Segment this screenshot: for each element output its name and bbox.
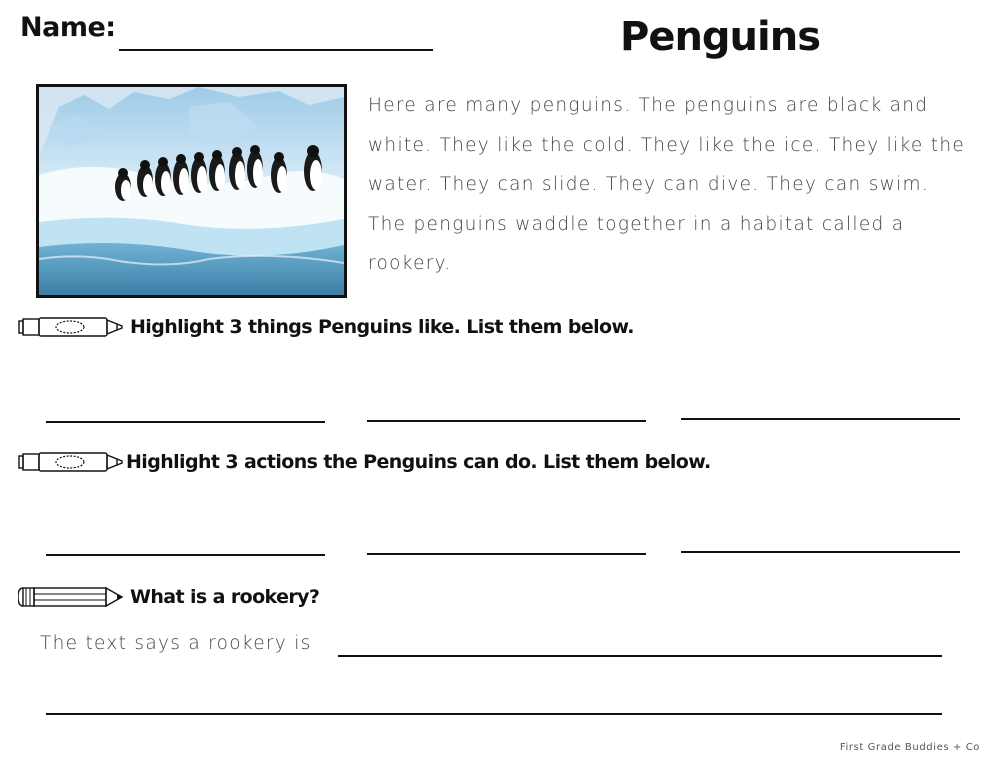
rookery-sentence-stem: The text says a rookery is: [40, 633, 312, 654]
pencil-icon: [18, 584, 124, 610]
answer-line-2b[interactable]: [367, 553, 646, 555]
answer-line-2a[interactable]: [46, 554, 325, 556]
page-title: Penguins: [620, 14, 821, 60]
answer-line-1a[interactable]: [46, 421, 325, 423]
highlighter-icon: [18, 449, 124, 475]
name-label: Name:: [20, 12, 116, 43]
name-input-line[interactable]: [119, 49, 433, 51]
question-3: [18, 584, 319, 610]
highlighter-icon: [18, 314, 124, 340]
reading-passage: Here are many penguins. The penguins are black and white. They like the cold. They like the ice. They like the water. They can slide. They can dive. They can swim. The penguins waddle together in a habitat called a rookery.: [368, 95, 966, 274]
penguins-photo: [36, 84, 347, 298]
penguins-photo-art: [39, 87, 344, 295]
question-1-text: Highlight 3 things Penguins like. List them below.: [130, 316, 634, 338]
question-1: [18, 314, 634, 340]
question-3-text: What is a rookery?: [130, 586, 320, 608]
question-2: [18, 449, 711, 475]
answer-line-1b[interactable]: [367, 420, 646, 422]
footer-credit: First Grade Buddies + Co: [839, 742, 980, 753]
answer-line-1c[interactable]: [681, 418, 960, 420]
answer-line-2c[interactable]: [681, 551, 960, 553]
question-2-text: Highlight 3 actions the Penguins can do. List them below.: [126, 451, 711, 473]
rookery-answer-line-1[interactable]: [338, 655, 942, 657]
rookery-answer-line-2[interactable]: [46, 713, 942, 715]
